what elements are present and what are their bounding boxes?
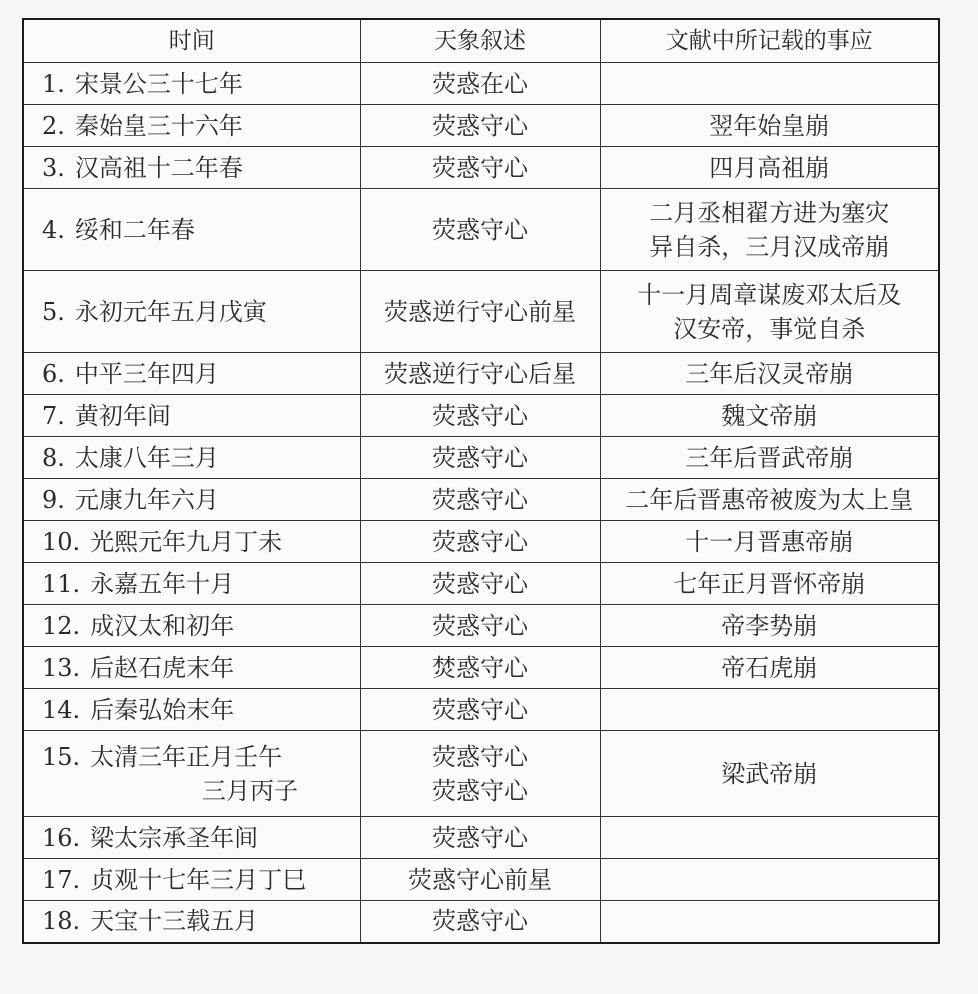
row-number: 17. [42,865,81,894]
description-text: 荧惑守心 [432,215,528,244]
row-number: 4. [42,215,65,244]
row-number: 1. [42,69,65,98]
time-text: 黄初年间 [74,401,171,430]
time-line [42,109,360,143]
header-time: 时间 [23,19,360,63]
table-row [23,901,939,943]
time-text: 后赵石虎末年 [90,653,235,682]
time-line [42,441,360,475]
time-cell [23,395,360,437]
event-text: 三年后晋武帝崩 [685,443,854,472]
table-row [23,189,939,271]
time-text: 宋景公三十七年 [74,69,243,98]
table-row [23,395,939,437]
event-cell [600,647,939,689]
row-number: 15. [42,742,81,771]
row-number: 2. [42,111,65,140]
header-description: 天象叙述 [360,19,600,63]
event-cell [600,521,939,563]
description-cell [360,859,600,901]
records-table [22,18,940,944]
row-number: 14. [42,695,81,724]
table-row [23,563,939,605]
time-text: 梁太宗承圣年间 [90,823,259,852]
event-cell [600,605,939,647]
time-text: 光熙元年九月丁未 [90,527,283,556]
event-cell [600,479,939,521]
time-text: 天宝十三载五月 [90,907,259,936]
event-cell [600,105,939,147]
time-text: 永嘉五年十月 [90,569,235,598]
table-row [23,521,939,563]
time-cell [23,521,360,563]
time-line [42,357,360,391]
table-body [23,63,939,943]
row-number: 6. [42,359,65,388]
row-number: 9. [42,485,65,514]
time-line [42,67,360,101]
time-cell [23,271,360,353]
description-text: 荧惑守心前星 [408,865,552,894]
time-text: 太康八年三月 [74,443,219,472]
time-line [42,483,360,517]
table-row [23,647,939,689]
event-text: 三年后汉灵帝崩 [685,359,854,388]
description-cell [360,105,600,147]
time-cell [23,147,360,189]
time-text: 三月丙子 [202,776,298,805]
records-table-wrapper [22,18,938,944]
description-text: 荧惑守心 [432,776,528,805]
description-text: 荧惑在心 [432,69,528,98]
time-text: 中平三年四月 [74,359,219,388]
table-row [23,353,939,395]
time-text: 后秦弘始末年 [90,695,235,724]
time-text: 永初元年五月戊寅 [74,297,267,326]
description-text: 荧惑守心 [432,527,528,556]
time-cell [23,63,360,105]
time-line [42,295,360,329]
time-text: 绥和二年春 [74,215,195,244]
time-line [42,567,360,601]
description-cell [360,271,600,353]
time-cell [23,353,360,395]
event-cell [600,689,939,731]
row-number: 10. [42,527,81,556]
table-row [23,437,939,479]
row-number: 12. [42,611,81,640]
description-cell [360,437,600,479]
time-line [42,693,360,727]
event-cell [600,353,939,395]
table-row [23,817,939,859]
table-row [23,605,939,647]
time-cell [23,901,360,943]
description-text: 荧惑守心 [432,401,528,430]
event-text: 七年正月晋怀帝崩 [673,569,866,598]
description-text: 荧惑守心 [432,823,528,852]
event-text: 四月高祖崩 [709,153,830,182]
row-number: 8. [42,443,65,472]
row-number: 16. [42,823,81,852]
description-text: 荧惑守心 [432,611,528,640]
row-number: 5. [42,297,65,326]
event-cell [600,189,939,271]
description-text: 荧惑守心 [432,153,528,182]
description-cell [360,63,600,105]
header-event: 文献中所记载的事应 [600,19,939,63]
time-cell [23,817,360,859]
time-line [42,609,360,643]
description-text: 荧惑守心 [432,569,528,598]
description-text: 荧惑逆行守心前星 [384,297,576,326]
description-cell [360,479,600,521]
table-row [23,689,939,731]
event-cell [600,731,939,817]
event-text: 十一月晋惠帝崩 [685,527,854,556]
time-cell [23,605,360,647]
event-cell [600,563,939,605]
event-cell [600,395,939,437]
time-cell [23,647,360,689]
time-line [42,399,360,433]
time-cell [23,563,360,605]
row-number: 3. [42,153,65,182]
event-text: 异自杀，三月汉成帝崩 [649,232,890,261]
description-cell [360,189,600,271]
time-cell [23,859,360,901]
header-row [23,19,939,63]
description-text: 荧惑守心 [432,485,528,514]
event-text: 帝石虎崩 [721,653,818,682]
description-cell [360,563,600,605]
row-number: 11. [42,569,81,598]
table-row [23,859,939,901]
description-cell [360,395,600,437]
description-cell [360,353,600,395]
time-cell [23,689,360,731]
event-cell [600,63,939,105]
time-text: 太清三年正月壬午 [90,742,283,771]
description-cell [360,901,600,943]
time-text: 成汉太和初年 [90,611,235,640]
table-row [23,63,939,105]
time-text: 元康九年六月 [74,485,219,514]
event-cell [600,271,939,353]
time-cell [23,437,360,479]
event-text: 翌年始皇崩 [709,111,830,140]
time-line [42,863,360,897]
row-number: 13. [42,653,81,682]
event-text: 二月丞相翟方进为塞灾 [649,198,890,227]
description-cell [360,647,600,689]
event-cell [600,147,939,189]
description-text: 荧惑守心 [432,742,528,771]
time-cell [23,105,360,147]
description-text: 荧惑逆行守心后星 [384,359,576,388]
description-cell [360,521,600,563]
time-line [42,904,360,938]
event-cell [600,859,939,901]
time-line [42,740,360,774]
event-text: 二年后晋惠帝被废为太上皇 [625,485,914,514]
description-cell [360,817,600,859]
time-cell [23,731,360,817]
table-row [23,105,939,147]
description-cell [360,689,600,731]
description-text: 焚惑守心 [432,653,528,682]
event-text: 梁武帝崩 [721,759,818,788]
time-cell [23,189,360,271]
row-number: 7. [42,401,65,430]
time-line [42,151,360,185]
description-text: 荧惑守心 [432,443,528,472]
description-cell [360,605,600,647]
time-line [42,525,360,559]
event-cell [600,901,939,943]
event-text: 汉安帝，事觉自杀 [673,314,866,343]
event-text: 帝李势崩 [721,611,818,640]
table-row [23,479,939,521]
description-text: 荧惑守心 [432,695,528,724]
time-text: 贞观十七年三月丁巳 [90,865,307,894]
event-text: 魏文帝崩 [721,401,818,430]
table-row [23,271,939,353]
time-cell [23,479,360,521]
time-line [42,651,360,685]
time-line [42,821,360,855]
time-text: 汉高祖十二年春 [74,153,243,182]
event-text: 十一月周章谋废邓太后及 [637,280,902,309]
table-row [23,731,939,817]
table-row [23,147,939,189]
description-cell [360,147,600,189]
description-text: 荧惑守心 [432,111,528,140]
description-cell [360,731,600,817]
event-cell [600,437,939,479]
event-cell [600,817,939,859]
row-number: 18. [42,907,81,936]
description-text: 荧惑守心 [432,907,528,936]
time-text: 秦始皇三十六年 [74,111,243,140]
time-line [42,213,360,247]
